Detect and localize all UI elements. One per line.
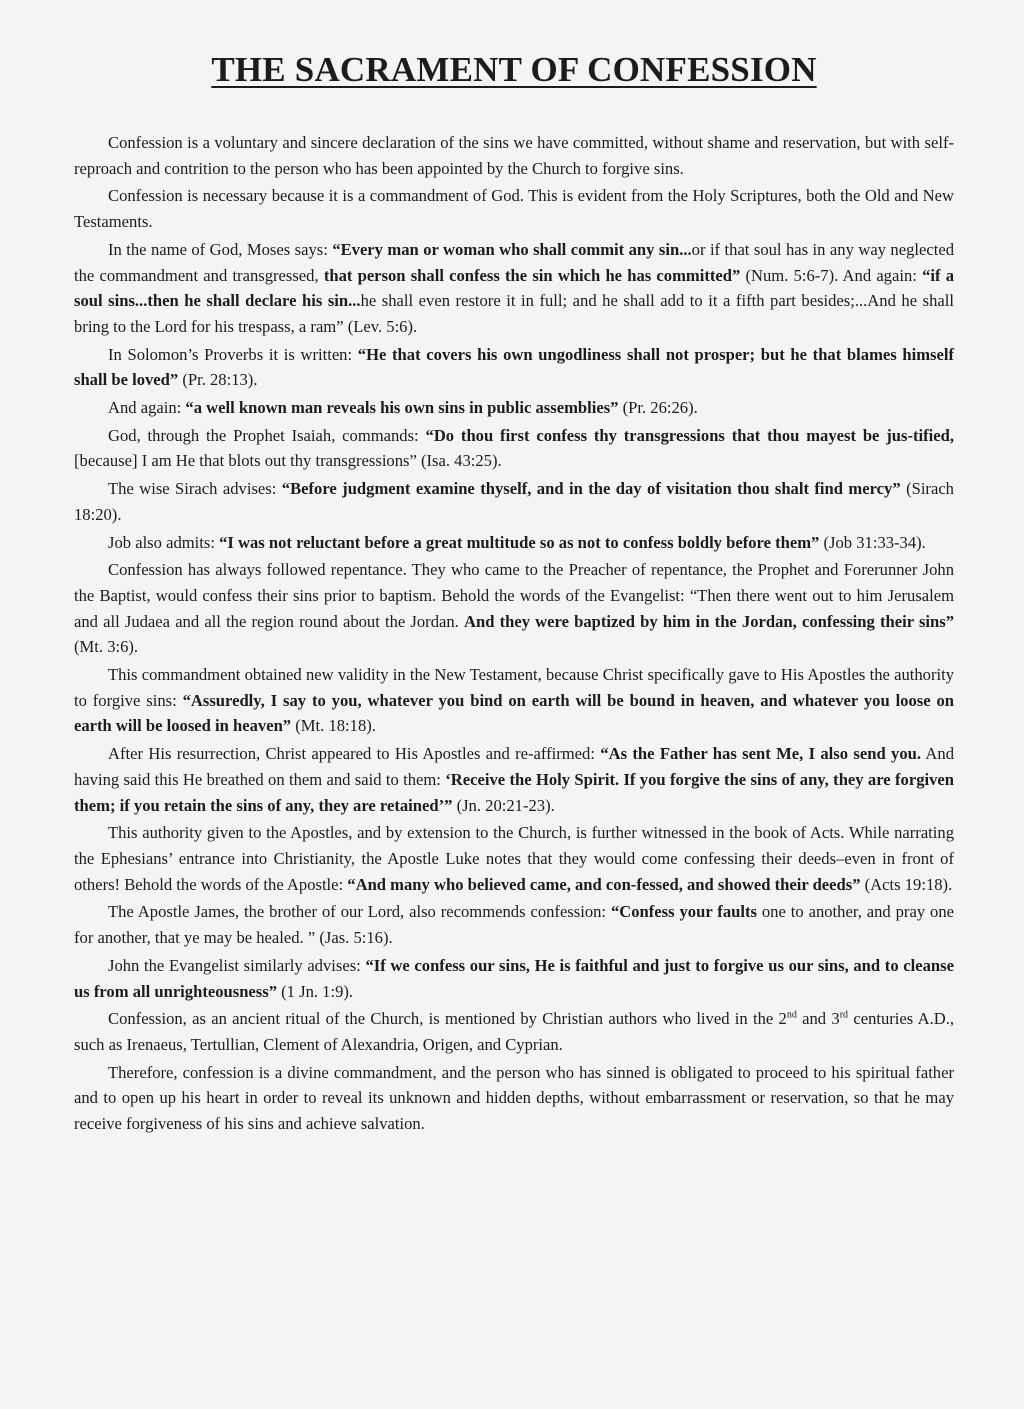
scripture-quote: “As the Father has sent Me, I also send you. — [600, 744, 921, 764]
paragraph — [74, 476, 954, 527]
paragraph — [74, 395, 954, 421]
text-run: John the Evangelist similarly advises: — [108, 955, 366, 975]
scripture-quote: “Assuredly, I say to you, whatever you bind on earth will be bound in heaven, and whatever you loose on earth will be loosed in heaven” — [74, 690, 954, 736]
text-run: The wise Sirach advises: — [108, 479, 282, 499]
scripture-quote: “Before judgment examine thyself, and in the day of visitation thou shalt find mercy” — [281, 479, 901, 499]
paragraph — [74, 899, 954, 950]
text-run: And having said this He breathed on them and said to them: — [74, 744, 955, 789]
text-run: centuries A.D., such as Irenaeus, Tertullian, Clement of Alexandria, Origen, and Cyprian. — [74, 1009, 955, 1054]
text-run: [because] I am He that blots out thy transgressions” (Isa. 43:25). — [74, 451, 502, 471]
scripture-quote: “Every man or woman who shall commit any sin... — [332, 239, 692, 259]
paragraph — [74, 953, 954, 1004]
scripture-quote: “if a soul sins...then he shall declare his sin... — [74, 265, 954, 311]
document-title: THE SACRAMENT OF CONFESSION — [211, 50, 817, 89]
paragraph — [74, 1060, 954, 1137]
scripture-quote: “And many who believed came, and con-fessed, and showed their deeds” — [347, 874, 861, 894]
scripture-quote: And they were baptized by him in the Jordan, confessing their sins” — [463, 611, 954, 631]
paragraph — [74, 557, 954, 660]
text-run: And again: — [108, 398, 186, 418]
scripture-quote: “Confess your faults — [610, 902, 757, 922]
text-run: (Acts 19:18). — [860, 874, 953, 894]
text-run: (Sirach 18:20). — [74, 479, 954, 524]
paragraph — [74, 1006, 954, 1057]
text-run: (Pr. 28:13). — [178, 370, 258, 390]
scripture-quote: “He that covers his own ungodliness shall not prosper; but he that blames himself shall be loved” — [74, 344, 955, 390]
ordinal-suffix: rd — [839, 1009, 849, 1021]
paragraph — [74, 342, 954, 393]
text-run: (1 Jn. 1:9). — [277, 981, 354, 1001]
text-run: (Mt. 3:6). — [74, 637, 139, 657]
paragraph — [74, 741, 954, 818]
document-page — [74, 50, 954, 1139]
text-run: (Jn. 20:21-23). — [452, 795, 555, 815]
paragraph — [74, 130, 954, 181]
text-run: Confession is a voluntary and sincere declaration of the sins we have committed, without shame and reservation, but with self-reproach and contrition to the person who has been appointed by the Church to forgive sins. — [74, 133, 954, 178]
text-run: or if that soul has in any way neglected the commandment and transgressed, — [74, 239, 955, 285]
ordinal-suffix: nd — [786, 1009, 797, 1021]
text-run: The Apostle James, the brother of our Lord, also recommends confession: — [108, 902, 611, 922]
text-run: one to another, and pray one for another, that ye may be healed. ” (Jas. 5:16). — [74, 902, 955, 948]
text-run: This authority given to the Apostles, and by extension to the Church, is further witnessed in the book of Acts. While narrating the Ephesians’ entrance into Christianity, the Apostle Luke notes that they would come confessing their deeds–even in front of others! Behold the words of the Apostle: — [74, 823, 954, 894]
scripture-quote: ‘Receive the Holy Spirit. If you forgive the sins of any, they are forgiven them; if you retain the sins of any, they are retained’” — [74, 769, 954, 815]
paragraph — [74, 530, 954, 556]
text-run: In Solomon’s Proverbs it is written: — [108, 344, 358, 364]
text-run: Therefore, confession is a divine commandment, and the person who has sinned is obligated to proceed to his spiritual father and to open up his heart in order to reveal its unknown and hidden depths, without embarrassment or reservation, so that he may receive forgiveness of his sins and achieve salvation. — [74, 1062, 954, 1134]
document-body — [74, 130, 954, 1137]
text-run: After His resurrection, Christ appeared to His Apostles and re-affirmed: — [108, 744, 601, 764]
scripture-quote: that person shall confess the sin which he has committed” — [323, 265, 741, 285]
text-run: Confession is necessary because it is a commandment of God. This is evident from the Holy Scriptures, both the Old and New Testaments. — [74, 186, 954, 232]
scripture-quote: “a well known man reveals his own sins in public assemblies” — [185, 398, 619, 418]
text-run: This commandment obtained new validity in the New Testament, because Christ specifically gave to His Apostles the authority to forgive sins: — [74, 665, 954, 710]
paragraph — [74, 423, 954, 474]
text-run: (Job 31:33-34). — [819, 532, 926, 552]
text-run: (Num. 5:6-7). And again: — [740, 265, 923, 285]
text-run: Confession has always followed repentance. They who came to the Preacher of repentance, the Prophet and Forerunner John the Baptist, would confess their sins prior to baptism. Behold the words of the Evangelist: “Then there went out to him Jerusalem and all Judaea and all the region round about the Jordan. — [74, 560, 954, 631]
text-run: and 3 — [796, 1009, 840, 1029]
paragraph — [74, 662, 954, 739]
scripture-quote: “Do thou first confess thy transgressions that thou mayest be jus-tified, — [425, 425, 955, 445]
text-run: (Mt. 18:18). — [291, 716, 376, 736]
text-run: he shall even restore it in full; and he shall add to it a fifth part besides;...And he shall bring to the Lord for his trespass, a ram” (Lev. 5:6). — [74, 291, 954, 336]
text-run: God, through the Prophet Isaiah, commands: — [108, 425, 426, 445]
paragraph — [74, 237, 954, 340]
scripture-quote: “If we confess our sins, He is faithful and just to forgive us our sins, and to cleanse us from all unrighteousness” — [74, 955, 954, 1001]
text-run: In the name of God, Moses says: — [108, 239, 333, 259]
scripture-quote: “I was not reluctant before a great multitude so as not to confess boldly before them” — [219, 532, 820, 552]
text-run: (Pr. 26:26). — [618, 398, 698, 418]
text-run: Confession, as an ancient ritual of the Church, is mentioned by Christian authors who lived in the 2 — [108, 1009, 787, 1029]
paragraph — [74, 820, 954, 897]
paragraph — [74, 183, 954, 234]
text-run: Job also admits: — [108, 532, 220, 552]
